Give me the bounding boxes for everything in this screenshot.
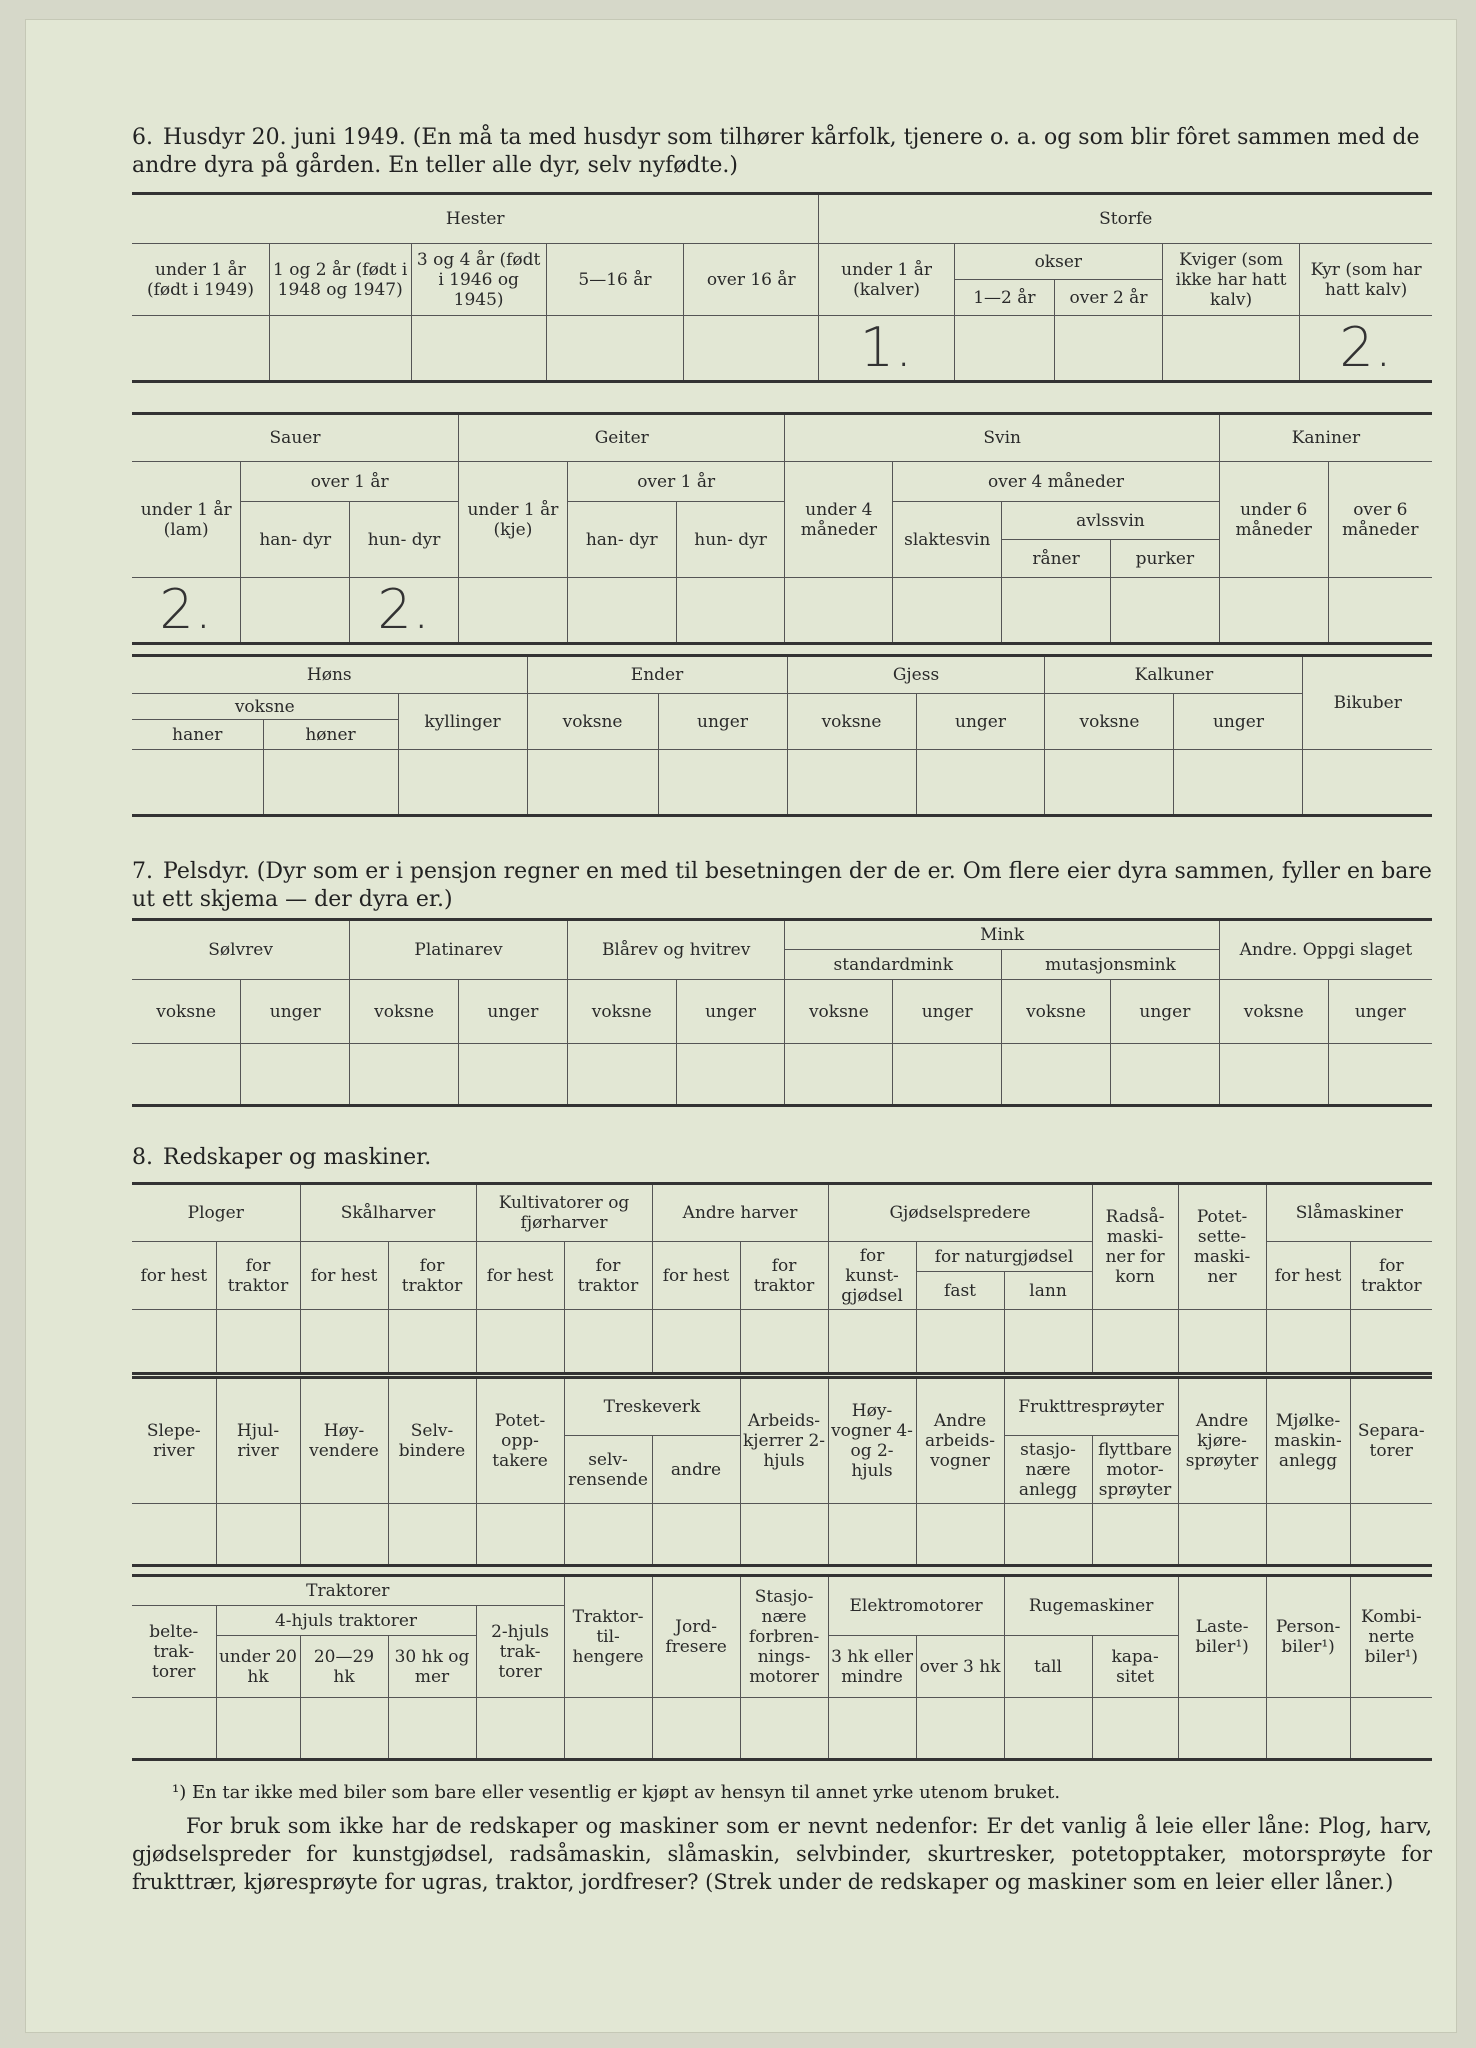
- cell-gjess-unger[interactable]: [916, 750, 1045, 816]
- cell-svin-under4[interactable]: [785, 578, 893, 644]
- col-stasjonare: stasjo- nære anlegg: [1004, 1436, 1092, 1504]
- cell-raaner[interactable]: [1002, 578, 1111, 644]
- section-8-heading: [132, 1144, 1432, 1172]
- header-treskeverk: Treskeverk: [564, 1378, 740, 1436]
- cell-hoyvogner[interactable]: [828, 1504, 916, 1566]
- cell-selvbindere[interactable]: [388, 1504, 476, 1566]
- header-hester: Hester: [132, 194, 819, 244]
- col-standardmink-unger: unger: [893, 980, 1002, 1044]
- col-blaarev-voksne: voksne: [567, 980, 676, 1044]
- col-kunstgjodsel: for kunst- gjødsel: [828, 1242, 916, 1310]
- col-blaarev-unger: unger: [676, 980, 785, 1044]
- cell-flyttbare[interactable]: [1092, 1504, 1178, 1566]
- col-kalkun-unger: unger: [1174, 694, 1303, 750]
- col-personbiler: Person- biler¹): [1266, 1576, 1350, 1698]
- col-andre-vogner: Andre arbeids- vogner: [916, 1378, 1004, 1504]
- header-slaamaskiner: Slåmaskiner: [1266, 1184, 1432, 1242]
- col-standardmink: standardmink: [785, 950, 1002, 980]
- cell-ruge-tall[interactable]: [1004, 1698, 1092, 1760]
- header-hons: Høns: [132, 656, 527, 694]
- cell-separatorer[interactable]: [1350, 1504, 1432, 1566]
- col-gjess-unger: unger: [916, 694, 1045, 750]
- col-mutasjonsmink-voksne: voksne: [1002, 980, 1111, 1044]
- col-haner: haner: [132, 720, 263, 750]
- header-bikuber: Bikuber: [1303, 656, 1432, 750]
- col-svin-over4: over 4 måneder: [893, 462, 1220, 502]
- col-okser: okser: [954, 244, 1162, 280]
- col-hoyvogner: Høy- vogner 4- og 2- hjuls: [828, 1378, 916, 1504]
- cell-stasjonare[interactable]: [1004, 1504, 1092, 1566]
- col-naturgjodsel: for naturgjødsel: [916, 1242, 1092, 1272]
- cell-potetsette[interactable]: [1178, 1310, 1266, 1374]
- col-kult-traktor: for traktor: [564, 1242, 652, 1310]
- cell-geit-hundyr[interactable]: [676, 578, 785, 644]
- cell-selvrensende[interactable]: [564, 1504, 652, 1566]
- cell-slaktesvin[interactable]: [893, 578, 1002, 644]
- cell-geit-handyr[interactable]: [567, 578, 676, 644]
- cell-gjess-voksne[interactable]: [787, 750, 916, 816]
- cell-arbeidskjerrer[interactable]: [740, 1504, 828, 1566]
- header-kaniner: Kaniner: [1219, 414, 1432, 462]
- header-platinarev: Platinarev: [350, 920, 568, 980]
- col-kalkun-voksne: voksne: [1045, 694, 1174, 750]
- cell-okser-1-2[interactable]: [954, 316, 1054, 382]
- col-hester-over16: over 16 år: [684, 244, 819, 316]
- cell-kyr[interactable]: 2.: [1300, 316, 1432, 382]
- section-8-number: 8.: [132, 1145, 153, 1170]
- cell-kalver[interactable]: 1.: [819, 316, 954, 382]
- col-separatorer: Separa- torer: [1350, 1378, 1432, 1504]
- col-skaal-hest: for hest: [300, 1242, 388, 1310]
- closing-paragraph: For bruk som ikke har de redskaper og maskiner som er nevnt nedenfor: Er det vanlig å leie eller låne: Plog, harv, gjødselspreder for kunstgjødsel, radsåmaskin, slåmaskin, selvbinder, skurtresker, potetopptaker, motorsprøyte for frukttrær, kjøresprøyte for ugras, traktor, jordfreser? (Strek under de redskaper og maskiner som en leier eller låner.): [132, 1814, 1432, 1894]
- col-solvrev-unger: unger: [241, 980, 350, 1044]
- header-ender: Ender: [527, 656, 787, 694]
- cell-kje[interactable]: [459, 578, 568, 644]
- table-redskaper-1: [132, 1182, 1432, 1375]
- col-slaktesvin: slaktesvin: [893, 502, 1002, 578]
- col-hester-1-2: 1 og 2 år (født i 1948 og 1947): [269, 244, 411, 316]
- col-kyllinger: kyllinger: [398, 694, 527, 750]
- cell-sau-handyr[interactable]: [241, 578, 350, 644]
- cell-kan-under6[interactable]: [1219, 578, 1328, 644]
- col-gjess-voksne: voksne: [787, 694, 916, 750]
- cell-el-3hk[interactable]: [828, 1698, 916, 1760]
- cell-20-29[interactable]: [300, 1698, 388, 1760]
- cell-30-mer[interactable]: [388, 1698, 476, 1760]
- cell-solvrev-unger[interactable]: [241, 1044, 350, 1106]
- col-ruge-kapasitet: kapa- sitet: [1092, 1636, 1178, 1698]
- header-skaalharver: Skålharver: [300, 1184, 476, 1242]
- col-mutasjonsmink: mutasjonsmink: [1002, 950, 1220, 980]
- cell-ender-unger[interactable]: [658, 750, 787, 816]
- cell-ruge-kapasitet[interactable]: [1092, 1698, 1178, 1760]
- cell-kyllinger[interactable]: [398, 750, 527, 816]
- cell-lam[interactable]: 2.: [132, 578, 241, 644]
- col-purker: purker: [1110, 540, 1219, 578]
- header-kalkuner: Kalkuner: [1045, 656, 1303, 694]
- header-blaarev: Blårev og hvitrev: [567, 920, 785, 980]
- cell-jordfresere[interactable]: [652, 1698, 740, 1760]
- col-kombinerte-biler: Kombi- nerte biler¹): [1350, 1576, 1432, 1698]
- col-kan-under6: under 6 måneder: [1219, 462, 1328, 578]
- cell-harv-traktor[interactable]: [740, 1310, 828, 1374]
- col-honer: høner: [263, 720, 398, 750]
- col-sau-handyr: han- dyr: [241, 502, 350, 578]
- col-slaa-traktor: for traktor: [1350, 1242, 1432, 1310]
- header-kultivatorer: Kultivatorer og fjørharver: [476, 1184, 652, 1242]
- header-traktorer: Traktorer: [132, 1576, 564, 1606]
- cell-haner[interactable]: [132, 750, 263, 816]
- cell-platinarev-voksne[interactable]: [350, 1044, 459, 1106]
- header-solvrev: Sølvrev: [132, 920, 350, 980]
- table-hester-storfe: [132, 192, 1432, 383]
- col-platinarev-unger: unger: [458, 980, 567, 1044]
- cell-forbrenning[interactable]: [740, 1698, 828, 1760]
- col-natur-fast: fast: [916, 1272, 1004, 1310]
- col-natur-lann: lann: [1004, 1272, 1092, 1310]
- col-kan-over6: over 6 måneder: [1328, 462, 1432, 578]
- col-treske-andre: andre: [652, 1436, 740, 1504]
- col-hester-3-4: 3 og 4 år (født i 1946 og 1945): [411, 244, 546, 316]
- cell-standardmink-unger[interactable]: [893, 1044, 1002, 1106]
- cell-andre-voksne[interactable]: [1219, 1044, 1328, 1106]
- col-flyttbare: flyttbare motor- sprøyter: [1092, 1436, 1178, 1504]
- cell-kombinerte[interactable]: [1350, 1698, 1432, 1760]
- cell-harv-hest[interactable]: [652, 1310, 740, 1374]
- cell-kjoresproyter[interactable]: [1178, 1504, 1266, 1566]
- cell-personbiler[interactable]: [1266, 1698, 1350, 1760]
- col-sau-over1: over 1 år: [241, 462, 459, 502]
- cell-hester-3-4[interactable]: [411, 316, 546, 382]
- col-lastebiler: Laste- biler¹): [1178, 1576, 1266, 1698]
- col-selvrensende: selv- rensende: [564, 1436, 652, 1504]
- col-andre-voksne: voksne: [1219, 980, 1328, 1044]
- cell-natur-lann[interactable]: [1004, 1310, 1092, 1374]
- cell-bikuber[interactable]: [1303, 750, 1432, 816]
- cell-potetopptakere[interactable]: [476, 1504, 564, 1566]
- col-geit-over1: over 1 år: [567, 462, 785, 502]
- section-7-number: 7.: [132, 859, 153, 884]
- col-sau-lam: under 1 år (lam): [132, 462, 241, 578]
- header-andre-harver: Andre harver: [652, 1184, 828, 1242]
- table-redskaper-2: [132, 1376, 1432, 1567]
- header-storfe: Storfe: [819, 194, 1432, 244]
- col-sau-hundyr: hun- dyr: [350, 502, 459, 578]
- section-8-text: Redskaper og maskiner.: [163, 1145, 432, 1170]
- census-form-page: [26, 20, 1456, 2032]
- col-solvrev-voksne: voksne: [132, 980, 241, 1044]
- cell-slaa-traktor[interactable]: [1350, 1310, 1432, 1374]
- col-geit-hundyr: hun- dyr: [676, 502, 785, 578]
- col-okser-over2: over 2 år: [1055, 280, 1163, 316]
- cell-kan-over6[interactable]: [1328, 578, 1432, 644]
- col-jordfresere: Jord- fresere: [652, 1576, 740, 1698]
- col-storfe-kalver: under 1 år (kalver): [819, 244, 954, 316]
- cell-skaal-hest[interactable]: [300, 1310, 388, 1374]
- cell-hester-5-16[interactable]: [546, 316, 683, 382]
- cell-mutasjonsmink-voksne[interactable]: [1002, 1044, 1111, 1106]
- cell-kult-traktor[interactable]: [564, 1310, 652, 1374]
- col-ploger-traktor: for traktor: [216, 1242, 300, 1310]
- col-potetopptakere: Potet- opp- takere: [476, 1378, 564, 1504]
- header-mink: Mink: [785, 920, 1219, 950]
- col-under20: under 20 hk: [216, 1636, 300, 1698]
- header-frukttresproyter: Frukttresprøyter: [1004, 1378, 1178, 1436]
- cell-purker[interactable]: [1110, 578, 1219, 644]
- cell-hester-over16[interactable]: [684, 316, 819, 382]
- cell-blaarev-unger[interactable]: [676, 1044, 785, 1106]
- header-gjess: Gjess: [787, 656, 1045, 694]
- cell-kviger[interactable]: [1162, 316, 1299, 382]
- cell-kunstgjodsel[interactable]: [828, 1310, 916, 1374]
- col-geit-handyr: han- dyr: [567, 502, 676, 578]
- cell-andre-vogner[interactable]: [916, 1504, 1004, 1566]
- cell-el-over3[interactable]: [916, 1698, 1004, 1760]
- cell-hoyvendere[interactable]: [300, 1504, 388, 1566]
- header-sauer: Sauer: [132, 414, 459, 462]
- cell-honer[interactable]: [263, 750, 398, 816]
- col-beltetraktorer: belte- trak- torer: [132, 1606, 216, 1698]
- col-ploger-hest: for hest: [132, 1242, 216, 1310]
- col-el-3hk: 3 hk eller mindre: [828, 1636, 916, 1698]
- col-andre-unger: unger: [1328, 980, 1432, 1044]
- header-potetsettemaskiner: Potet- sette- maski- ner: [1178, 1184, 1266, 1310]
- col-avlssvin: avlssvin: [1002, 502, 1220, 540]
- cell-ender-voksne[interactable]: [527, 750, 658, 816]
- cell-ploger-traktor[interactable]: [216, 1310, 300, 1374]
- col-2-hjuls: 2-hjuls trak- torer: [476, 1606, 564, 1698]
- cell-kalkun-voksne[interactable]: [1045, 750, 1174, 816]
- col-tilhengere: Traktor- til- hengere: [564, 1576, 652, 1698]
- col-forbrenningsmotorer: Stasjo- nære forbren- nings- motorer: [740, 1576, 828, 1698]
- col-20-29: 20—29 hk: [300, 1636, 388, 1698]
- cell-sau-hundyr[interactable]: 2.: [350, 578, 459, 644]
- section-7-text: Pelsdyr. (Dyr som er i pensjon regner en med til besetningen der de er. Om flere eier dyra sammen, fyller en bare ut ett skjema — der dyra er.): [132, 859, 1432, 912]
- col-skaal-traktor: for traktor: [388, 1242, 476, 1310]
- cell-2-hjuls[interactable]: [476, 1698, 564, 1760]
- cell-hester-1-2[interactable]: [269, 316, 411, 382]
- table-redskaper-3: [132, 1574, 1432, 1761]
- header-4-hjuls: 4-hjuls traktorer: [216, 1606, 476, 1636]
- col-sleperiver: Slepe- river: [132, 1378, 216, 1504]
- table-smaafe: [132, 412, 1432, 645]
- col-el-over3: over 3 hk: [916, 1636, 1004, 1698]
- col-okser-1-2: 1—2 år: [954, 280, 1054, 316]
- cell-platinarev-unger[interactable]: [458, 1044, 567, 1106]
- col-selvbindere: Selv- bindere: [388, 1378, 476, 1504]
- cell-kult-hest[interactable]: [476, 1310, 564, 1374]
- cell-hjulriver[interactable]: [216, 1504, 300, 1566]
- header-gjodselspredere: Gjødselspredere: [828, 1184, 1092, 1242]
- cell-blaarev-voksne[interactable]: [567, 1044, 676, 1106]
- header-ploger: Ploger: [132, 1184, 300, 1242]
- cell-melkemaskin[interactable]: [1266, 1504, 1350, 1566]
- cell-kalkun-unger[interactable]: [1174, 750, 1303, 816]
- col-standardmink-voksne: voksne: [785, 980, 893, 1044]
- col-raaner: råner: [1002, 540, 1111, 578]
- col-kjoresproyter: Andre kjøre- sprøyter: [1178, 1378, 1266, 1504]
- cell-mutasjonsmink-unger[interactable]: [1110, 1044, 1219, 1106]
- col-hjulriver: Hjul- river: [216, 1378, 300, 1504]
- cell-tilhengere[interactable]: [564, 1698, 652, 1760]
- col-slaa-hest: for hest: [1266, 1242, 1350, 1310]
- col-ender-voksne: voksne: [527, 694, 658, 750]
- cell-ploger-hest[interactable]: [132, 1310, 216, 1374]
- col-kult-hest: for hest: [476, 1242, 564, 1310]
- col-30-mer: 30 hk og mer: [388, 1636, 476, 1698]
- cell-okser-over2[interactable]: [1055, 316, 1163, 382]
- col-hoyvendere: Høy- vendere: [300, 1378, 388, 1504]
- cell-solvrev-voksne[interactable]: [132, 1044, 241, 1106]
- cell-radsaa[interactable]: [1092, 1310, 1178, 1374]
- cell-slaa-hest[interactable]: [1266, 1310, 1350, 1374]
- cell-andre-unger[interactable]: [1328, 1044, 1432, 1106]
- col-ruge-tall: tall: [1004, 1636, 1092, 1698]
- section-6-heading: [132, 124, 1432, 180]
- header-andre-pelsdyr: Andre. Oppgi slaget: [1219, 920, 1432, 980]
- header-svin: Svin: [785, 414, 1219, 462]
- col-harv-traktor: for traktor: [740, 1242, 828, 1310]
- col-hons-voksne: voksne: [132, 694, 398, 720]
- table-pelsdyr: [132, 918, 1432, 1107]
- cell-treske-andre[interactable]: [652, 1504, 740, 1566]
- section-6-text: Husdyr 20. juni 1949. (En må ta med husdyr som tilhører kårfolk, tjenere o. a. og som blir fôret sammen med de andre dyra på gården. En teller alle dyr, selv nyfødte.): [132, 125, 1420, 178]
- col-kyr: Kyr (som har hatt kalv): [1300, 244, 1432, 316]
- col-kviger: Kviger (som ikke har hatt kalv): [1162, 244, 1299, 316]
- cell-beltetraktorer[interactable]: [132, 1698, 216, 1760]
- header-radsaamaskiner: Radså- maski- ner for korn: [1092, 1184, 1178, 1310]
- col-melkemaskin: Mjølke- maskin- anlegg: [1266, 1378, 1350, 1504]
- footnote: ¹) En tar ikke med biler som bare eller vesentlig er kjøpt av hensyn til annet yrke utenom bruket.: [172, 1782, 1061, 1803]
- section-6-number: 6.: [132, 125, 153, 150]
- col-arbeidskjerrer: Arbeids- kjerrer 2-hjuls: [740, 1378, 828, 1504]
- col-mutasjonsmink-unger: unger: [1110, 980, 1219, 1044]
- cell-sleperiver[interactable]: [132, 1504, 216, 1566]
- cell-standardmink-voksne[interactable]: [785, 1044, 893, 1106]
- col-svin-under4: under 4 måneder: [785, 462, 893, 578]
- col-hester-under1: under 1 år (født i 1949): [132, 244, 269, 316]
- table-fjorfe: [132, 654, 1432, 817]
- header-elektromotorer: Elektromotorer: [828, 1576, 1004, 1636]
- col-ender-unger: unger: [658, 694, 787, 750]
- header-rugemaskiner: Rugemaskiner: [1004, 1576, 1178, 1636]
- cell-natur-fast[interactable]: [916, 1310, 1004, 1374]
- section-7-heading: [132, 858, 1432, 914]
- col-hester-5-16: 5—16 år: [546, 244, 683, 316]
- cell-under20[interactable]: [216, 1698, 300, 1760]
- cell-hester-under1[interactable]: [132, 316, 269, 382]
- col-platinarev-voksne: voksne: [350, 980, 459, 1044]
- cell-lastebiler[interactable]: [1178, 1698, 1266, 1760]
- header-geiter: Geiter: [459, 414, 785, 462]
- cell-skaal-traktor[interactable]: [388, 1310, 476, 1374]
- col-harv-hest: for hest: [652, 1242, 740, 1310]
- col-geit-kje: under 1 år (kje): [459, 462, 568, 578]
